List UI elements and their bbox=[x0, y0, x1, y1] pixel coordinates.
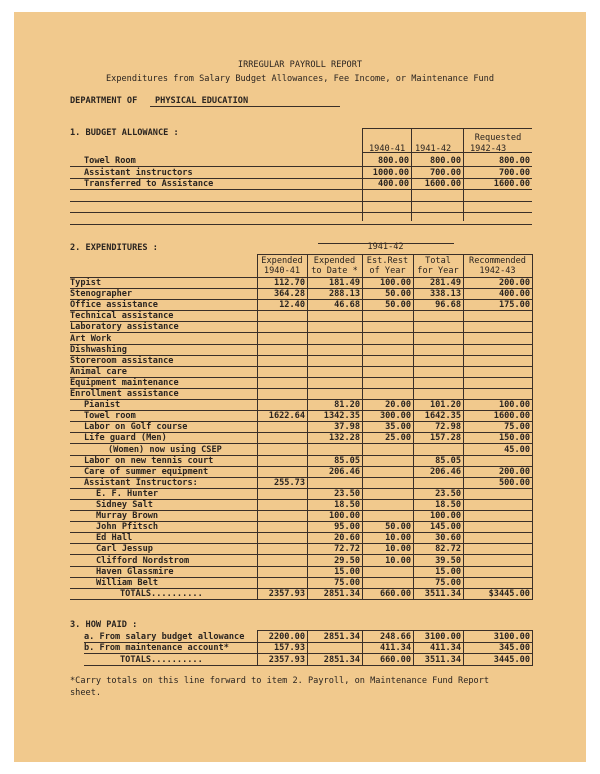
expenditure-row-value: 300.00 bbox=[379, 411, 411, 422]
budget-top-rule bbox=[362, 128, 532, 129]
budget-row-value: 800.00 bbox=[377, 156, 409, 166]
how-paid-row-value: 157.93 bbox=[273, 643, 305, 654]
expenditure-row-value: 101.20 bbox=[429, 400, 461, 411]
expenditure-row-value: 85.05 bbox=[435, 455, 461, 466]
expenditure-row-value: 29.50 bbox=[334, 555, 360, 566]
expenditure-row-value: 75.00 bbox=[504, 422, 530, 433]
expenditure-row-value: 85.05 bbox=[334, 455, 360, 466]
expenditure-row-value: 72.72 bbox=[334, 544, 360, 555]
expenditure-row-value: 288.13 bbox=[328, 289, 360, 300]
budget-row-value: 1000.00 bbox=[372, 167, 409, 178]
budget-row-value: 400.00 bbox=[377, 179, 409, 189]
expenditure-col-divider bbox=[463, 254, 464, 600]
expenditure-row-value: 364.28 bbox=[273, 289, 305, 300]
expenditure-row-value: 157.28 bbox=[429, 433, 461, 444]
expenditure-row-value: 96.68 bbox=[435, 300, 461, 311]
how-paid-row-value: 660.00 bbox=[379, 654, 411, 665]
how-paid-col-divider bbox=[257, 630, 258, 666]
budget-rule bbox=[70, 224, 532, 225]
budget-row-label: Transferred to Assistance bbox=[84, 179, 214, 189]
expenditure-row-label: Animal care bbox=[70, 366, 127, 377]
expenditure-row-value: $3445.00 bbox=[488, 588, 530, 599]
budget-col-1942: 1942-43 bbox=[470, 144, 507, 154]
how-paid-row-value: 3100.00 bbox=[424, 632, 461, 642]
col-est-1: Est.Rest bbox=[366, 256, 409, 266]
expenditure-row-value: 206.46 bbox=[429, 466, 461, 477]
expenditure-col-divider bbox=[362, 254, 363, 600]
expenditure-row-value: 500.00 bbox=[498, 477, 530, 488]
expenditure-row-value: 30.60 bbox=[435, 533, 461, 544]
col-todate-2: to Date * bbox=[311, 266, 358, 276]
expenditure-row-label: Care of summer equipment bbox=[84, 466, 209, 477]
expenditure-row-label: Labor on new tennis court bbox=[84, 455, 214, 466]
how-paid-row-value: 3445.00 bbox=[493, 654, 530, 665]
expenditure-row-value: 50.00 bbox=[385, 522, 411, 533]
expenditures-group-label: 1941-42 bbox=[367, 242, 404, 252]
expenditure-row-value: 10.00 bbox=[385, 544, 411, 555]
expenditure-row-value: 112.70 bbox=[273, 278, 305, 288]
expenditure-row-value: 150.00 bbox=[498, 433, 530, 444]
expenditure-row-value: 12.40 bbox=[279, 300, 305, 311]
budget-row-value: 800.00 bbox=[498, 156, 530, 166]
report-title: IRREGULAR PAYROLL REPORT bbox=[237, 60, 363, 70]
expenditure-col-divider bbox=[413, 254, 414, 600]
expenditure-row-value: 18.50 bbox=[334, 500, 360, 510]
expenditure-row-value: 200.00 bbox=[498, 278, 530, 288]
expenditure-row-value: 82.72 bbox=[435, 544, 461, 555]
expenditure-row-label: Pianist bbox=[84, 400, 121, 411]
how-paid-row-value: 2357.93 bbox=[268, 654, 305, 665]
how-paid-row-label: b. From maintenance account* bbox=[84, 643, 229, 654]
budget-col-divider bbox=[463, 128, 464, 221]
expenditure-row-value: 175.00 bbox=[498, 300, 530, 311]
budget-row-label: Towel Room bbox=[84, 156, 136, 166]
budget-col-1940: 1940-41 bbox=[369, 144, 406, 154]
expenditure-row-label: Haven Glassmire bbox=[96, 566, 174, 577]
expenditure-row-value: 1622.64 bbox=[268, 411, 305, 422]
budget-col-requested: Requested bbox=[474, 133, 522, 143]
expenditure-row-value: 1600.00 bbox=[493, 411, 530, 422]
expenditure-row-label: Equipment maintenance bbox=[70, 377, 179, 388]
expenditure-row-label: E. F. Hunter bbox=[96, 488, 159, 499]
expenditure-row-label: Ed Hall bbox=[96, 533, 133, 544]
how-paid-row-value: 248.66 bbox=[379, 632, 411, 642]
expenditure-row-value: 3511.34 bbox=[424, 588, 461, 599]
how-paid-heading: 3. HOW PAID : bbox=[70, 620, 138, 630]
budget-row-value: 700.00 bbox=[429, 167, 461, 178]
how-paid-col-divider bbox=[413, 630, 414, 666]
col-expended-1: Expended bbox=[261, 256, 303, 266]
budget-row-label: Assistant instructors bbox=[84, 167, 193, 178]
budget-row-value: 800.00 bbox=[429, 156, 461, 166]
expenditure-row-value: 37.98 bbox=[334, 422, 360, 433]
exp-header-rule bbox=[257, 254, 532, 255]
expenditure-row-label: Storeroom assistance bbox=[70, 355, 174, 366]
expenditure-row-value: 75.00 bbox=[334, 577, 360, 588]
expenditure-row-value: 20.00 bbox=[385, 400, 411, 411]
expenditure-row-value: 338.13 bbox=[429, 289, 461, 300]
expenditure-row-value: 100.00 bbox=[328, 511, 360, 522]
expenditure-row-label: Technical assistance bbox=[70, 311, 174, 322]
how-paid-row-value: 411.34 bbox=[379, 643, 411, 654]
expenditure-row-value: 45.00 bbox=[504, 444, 530, 455]
expenditure-row-label: Carl Jessup bbox=[96, 544, 153, 555]
expenditure-row-value: 281.49 bbox=[429, 278, 461, 288]
how-paid-rule bbox=[257, 630, 532, 631]
expenditure-row-label: Typist bbox=[70, 278, 102, 288]
col-expended-2: 1940-41 bbox=[263, 266, 301, 276]
footnote-line-2: sheet. bbox=[70, 688, 102, 698]
expenditure-row-label: Clifford Nordstrom bbox=[96, 555, 190, 566]
budget-col-divider bbox=[362, 128, 363, 221]
col-rec-2: 1942-43 bbox=[479, 266, 516, 276]
expenditure-row-label: (Women) now using CSEP bbox=[108, 444, 222, 455]
how-paid-row-value: 345.00 bbox=[498, 643, 530, 654]
how-paid-row-value: 3100.00 bbox=[493, 632, 530, 642]
exp-group-bracket bbox=[318, 243, 454, 244]
expenditure-row-value: 81.20 bbox=[334, 400, 360, 411]
expenditure-row-value: 50.00 bbox=[385, 300, 411, 311]
expenditure-row-label: William Belt bbox=[96, 577, 159, 588]
how-paid-col-divider bbox=[307, 630, 308, 666]
department-label: DEPARTMENT OF bbox=[70, 96, 138, 106]
col-todate-1: Expended bbox=[313, 256, 356, 266]
how-paid-row-value: 2851.34 bbox=[323, 654, 360, 665]
department-value: PHYSICAL EDUCATION bbox=[155, 96, 249, 106]
expenditure-row-value: 35.00 bbox=[385, 422, 411, 433]
expenditure-row-value: 20.60 bbox=[334, 533, 360, 544]
col-rec-1: Recommended bbox=[469, 256, 526, 266]
how-paid-col-divider bbox=[463, 630, 464, 666]
how-paid-row-label: TOTALS.......... bbox=[120, 654, 203, 665]
expenditure-row-value: 200.00 bbox=[498, 466, 530, 477]
budget-row-value: 700.00 bbox=[498, 167, 530, 178]
expenditure-row-value: 100.00 bbox=[379, 278, 411, 288]
expenditure-col-divider bbox=[257, 254, 258, 600]
budget-heading: 1. BUDGET ALLOWANCE : bbox=[70, 128, 179, 138]
expenditure-row-label: Life guard (Men) bbox=[84, 433, 167, 444]
budget-col-divider bbox=[411, 128, 412, 221]
expenditure-row-label: Art Work bbox=[70, 333, 112, 344]
expenditure-row-label: Enrollment assistance bbox=[70, 389, 179, 399]
expenditure-row-label: Dishwashing bbox=[70, 344, 127, 355]
expenditure-row-label: Assistant Instructors: bbox=[84, 477, 198, 488]
expenditure-row-value: 18.50 bbox=[435, 500, 461, 510]
expenditure-row-value: 132.28 bbox=[328, 433, 360, 444]
expenditure-row-value: 400.00 bbox=[498, 289, 530, 300]
expenditure-row-value: 145.00 bbox=[429, 522, 461, 533]
department-underline bbox=[150, 106, 340, 107]
expenditure-row-value: 100.00 bbox=[498, 400, 530, 411]
expenditure-row-value: 39.50 bbox=[435, 555, 461, 566]
expenditure-row-value: 1342.35 bbox=[323, 411, 360, 422]
report-subtitle: Expenditures from Salary Budget Allowances, Fee Income, or Maintenance Fund bbox=[105, 74, 495, 84]
expenditure-row-value: 95.00 bbox=[334, 522, 360, 533]
expenditure-row-value: 75.00 bbox=[435, 577, 461, 588]
expenditure-col-divider bbox=[532, 254, 533, 600]
expenditure-row-value: 2851.34 bbox=[323, 588, 360, 599]
expenditure-row-label: Murray Brown bbox=[96, 511, 159, 522]
expenditure-col-divider bbox=[307, 254, 308, 600]
expenditure-row-label: Office assistance bbox=[70, 300, 158, 311]
expenditure-row-value: 660.00 bbox=[379, 588, 411, 599]
how-paid-col-divider bbox=[362, 630, 363, 666]
expenditure-row-value: 46.68 bbox=[334, 300, 360, 311]
footnote-line-1: *Carry totals on this line forward to item 2. Payroll, on Maintenance Fund Report bbox=[70, 676, 490, 686]
budget-row-value: 1600.00 bbox=[493, 179, 530, 189]
how-paid-row-value: 2200.00 bbox=[268, 632, 305, 642]
expenditure-row-label: John Pfitsch bbox=[96, 522, 159, 533]
expenditure-row-label: Stenographer bbox=[70, 289, 133, 300]
expenditure-row-label: TOTALS.......... bbox=[120, 588, 203, 599]
expenditure-row-value: 1642.35 bbox=[424, 411, 461, 422]
how-paid-row-value: 3511.34 bbox=[424, 654, 461, 665]
how-paid-row-label: a. From salary budget allowance bbox=[84, 632, 245, 642]
expenditures-heading: 2. EXPENDITURES : bbox=[70, 243, 158, 253]
expenditure-row-value: 25.00 bbox=[385, 433, 411, 444]
how-paid-col-divider bbox=[532, 630, 533, 666]
expenditure-row-value: 10.00 bbox=[385, 555, 411, 566]
expenditure-row-label: Sidney Salt bbox=[96, 500, 153, 510]
expenditure-row-value: 2357.93 bbox=[268, 588, 305, 599]
expenditure-row-value: 100.00 bbox=[429, 511, 461, 522]
how-paid-row-value: 2851.34 bbox=[323, 632, 360, 642]
expenditure-row-value: 15.00 bbox=[334, 566, 360, 577]
expenditure-row-value: 206.46 bbox=[328, 466, 360, 477]
col-est-2: of Year bbox=[369, 266, 406, 276]
expenditure-row-value: 50.00 bbox=[385, 289, 411, 300]
budget-col-1941: 1941-42 bbox=[415, 144, 452, 154]
how-paid-row-value: 411.34 bbox=[429, 643, 461, 654]
expenditure-row-value: 23.50 bbox=[435, 488, 461, 499]
expenditure-row-label: Towel room bbox=[84, 411, 136, 422]
budget-row-value: 1600.00 bbox=[424, 179, 461, 189]
expenditure-row-value: 10.00 bbox=[385, 533, 411, 544]
expenditure-row-value: 72.98 bbox=[435, 422, 461, 433]
expenditure-row-label: Labor on Golf course bbox=[84, 422, 188, 433]
expenditure-row-value: 255.73 bbox=[273, 477, 305, 488]
expenditure-row-value: 15.00 bbox=[435, 566, 461, 577]
budget-rule bbox=[362, 152, 532, 153]
expenditure-row-value: 181.49 bbox=[328, 278, 360, 288]
how-paid-rule bbox=[84, 665, 532, 666]
col-total-2: for Year bbox=[417, 266, 459, 276]
col-total-1: Total bbox=[425, 256, 451, 266]
expenditure-row-value: 23.50 bbox=[334, 488, 360, 499]
expenditure-row-label: Laboratory assistance bbox=[70, 322, 179, 333]
